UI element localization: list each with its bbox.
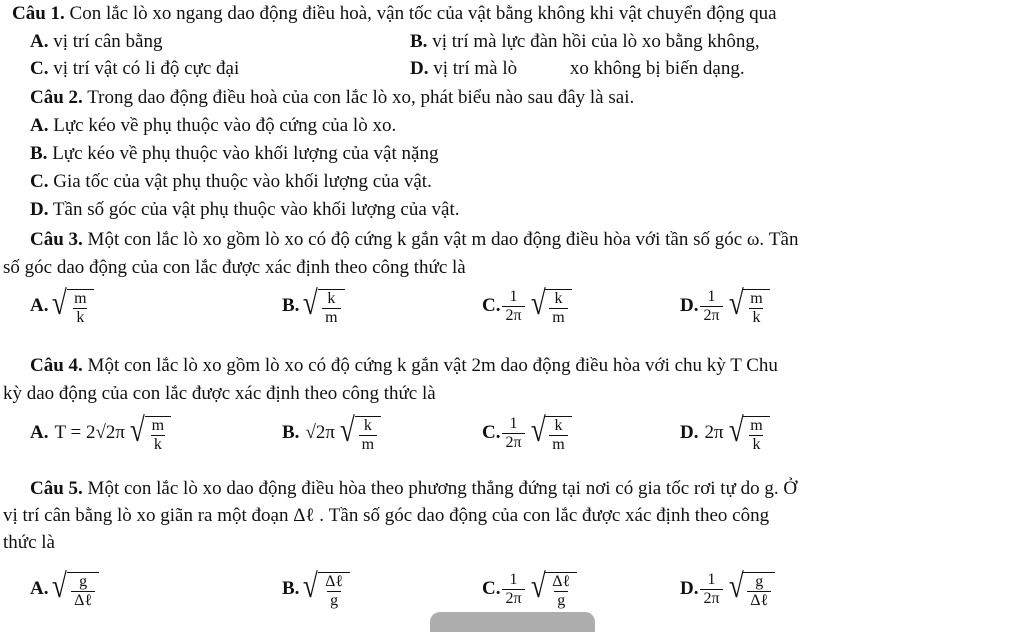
q3-a-label: A.: [30, 295, 49, 316]
q4-option-c[interactable]: [482, 412, 572, 454]
radical-symbol: [301, 285, 344, 327]
numerator: k: [554, 290, 563, 307]
denominator: k: [749, 308, 763, 327]
q5-c-label: C.: [482, 578, 501, 599]
q5-text-3: thức là: [3, 532, 55, 553]
numerator: m: [74, 290, 87, 307]
numerator: 1: [509, 570, 518, 588]
q1-d-text-1: vị trí mà lò: [433, 58, 518, 79]
q4-text-1: Một con lắc lò xo gồm lò xo có độ cứng k gắn vật 2m dao động điều hòa với chu kỳ T Chu: [87, 355, 778, 376]
numerator: Δℓ: [325, 573, 344, 590]
q2-text: Trong dao động điều hoà của con lắc lò xo, phát biểu nào sau đây là sai.: [87, 87, 635, 108]
fraction: [549, 417, 567, 454]
q1-c-label: C.: [30, 58, 49, 79]
numerator: 1: [707, 287, 716, 305]
radical-symbol: [128, 412, 171, 454]
q2-c-text: Gia tốc của vật phụ thuộc vào khối lượng của vật.: [53, 171, 432, 192]
q3-c-label: C.: [482, 295, 501, 316]
q4-d-label: D.: [680, 422, 699, 443]
fraction: [322, 290, 340, 327]
q2-d-text: Tần số góc của vật phụ thuộc vào khối lượng của vật.: [52, 199, 460, 220]
radical-symbol: [727, 285, 770, 327]
q3-title: Câu 3.: [30, 229, 83, 250]
numerator: k: [554, 417, 563, 434]
q2-option-d[interactable]: [30, 199, 459, 221]
q5-title: Câu 5.: [30, 478, 83, 499]
q2-stem: [30, 87, 634, 109]
q2-a-text: Lực kéo về phụ thuộc vào độ cứng của lò xo.: [53, 115, 397, 136]
q5-stem-line-2: [3, 505, 769, 527]
q2-title: Câu 2.: [30, 87, 83, 108]
radical-sign: √: [303, 285, 319, 322]
radical-symbol: [727, 568, 776, 610]
q1-d-text-2: xo không bị biến dạng.: [569, 58, 745, 79]
q1-option-c[interactable]: [30, 58, 239, 80]
q4-option-d[interactable]: [680, 412, 770, 454]
gray-overlay-shape: [430, 612, 595, 632]
q3-option-d[interactable]: [680, 285, 770, 327]
denominator: m: [549, 308, 567, 327]
radical-sign: √: [530, 285, 546, 322]
q3-stem-line-2: [3, 257, 466, 279]
denominator: m: [322, 308, 340, 327]
q3-option-b[interactable]: [282, 285, 345, 327]
q3-b-label: B.: [282, 295, 300, 316]
denominator: k: [749, 435, 763, 454]
q3-text-2: số góc dao động của con lắc được xác định theo công thức là: [3, 257, 466, 278]
radical-symbol: [727, 412, 770, 454]
q1-title: Câu 1.: [12, 3, 65, 24]
fraction: [747, 290, 765, 327]
q4-a-prefix: T = 2√2π: [54, 422, 125, 443]
radical-symbol: [301, 568, 350, 610]
q3-stem-line-1: [30, 229, 798, 251]
q2-d-label: D.: [30, 199, 49, 220]
denominator: 2π: [502, 589, 524, 608]
q3-option-a[interactable]: [30, 285, 94, 327]
radical-sign: √: [728, 412, 744, 449]
fraction: [71, 573, 95, 610]
q1-option-d[interactable]: [410, 58, 745, 80]
denominator: 2π: [700, 306, 722, 325]
denominator: k: [73, 308, 87, 327]
denominator: 2π: [502, 306, 524, 325]
q2-b-text: Lực kéo về phụ thuộc vào khối lượng của vật nặng: [52, 143, 439, 164]
q4-title: Câu 4.: [30, 355, 83, 376]
q1-option-b[interactable]: [410, 31, 760, 53]
fraction: [322, 573, 346, 610]
numerator: k: [327, 290, 336, 307]
denominator: 2π: [502, 433, 524, 452]
q2-option-a[interactable]: [30, 115, 396, 137]
radical-sign: √: [52, 568, 68, 605]
numerator: g: [755, 573, 764, 590]
radical-symbol: [529, 285, 572, 327]
fraction: [502, 415, 524, 452]
radical-symbol: [529, 412, 572, 454]
q4-stem-line-1: [30, 355, 778, 377]
denominator: m: [359, 435, 377, 454]
q3-option-c[interactable]: [482, 285, 572, 327]
numerator: 1: [509, 287, 518, 305]
fraction: [502, 571, 524, 608]
radical-sign: √: [728, 285, 744, 322]
denominator: 2π: [700, 589, 722, 608]
q5-option-a[interactable]: [30, 568, 99, 610]
radical-sign: √: [530, 412, 546, 449]
numerator: m: [750, 290, 763, 307]
q4-b-label: B.: [282, 422, 300, 443]
numerator: 1: [707, 570, 716, 588]
numerator: m: [750, 417, 763, 434]
q2-option-b[interactable]: [30, 143, 438, 165]
q3-text-1: Một con lắc lò xo gồm lò xo có độ cứng k gắn vật m dao động điều hòa với tần số góc ω. Tần: [87, 229, 799, 250]
radical-sign: √: [129, 412, 145, 449]
denominator: Δℓ: [747, 591, 771, 610]
q1-d-label: D.: [410, 58, 429, 79]
q2-b-label: B.: [30, 143, 48, 164]
q4-b-prefix: √2π: [305, 422, 335, 443]
fraction: [700, 571, 722, 608]
q4-d-prefix: 2π: [704, 422, 724, 443]
numerator: m: [151, 417, 165, 434]
fraction: [149, 417, 167, 454]
fraction: [747, 573, 771, 610]
q1-text: Con lắc lò xo ngang dao động điều hoà, vận tốc của vật bằng không khi vật chuyển động qua: [69, 3, 777, 24]
fraction: [502, 288, 524, 325]
q4-option-a[interactable]: [30, 412, 171, 454]
fraction: [549, 290, 567, 327]
q5-option-b[interactable]: [282, 568, 350, 610]
radical-sign: √: [530, 568, 546, 605]
q5-stem-line-3: [3, 532, 55, 554]
q5-text-1: Một con lắc lò xo dao động điều hòa theo phương thẳng đứng tại nơi có gia tốc rơi tự do g. Ở: [87, 478, 798, 499]
q4-stem-line-2: [3, 383, 436, 405]
q4-option-b[interactable]: [282, 412, 381, 454]
numerator: k: [363, 417, 372, 434]
radical-sign: √: [303, 568, 319, 605]
fraction: [359, 417, 377, 454]
q1-option-a[interactable]: [30, 31, 162, 53]
q5-d-label: D.: [680, 578, 699, 599]
numerator: g: [79, 573, 88, 590]
q1-a-label: A.: [30, 31, 49, 52]
q1-a-text: vị trí cân bằng: [53, 31, 163, 52]
q5-stem-line-1: [30, 478, 797, 500]
numerator: 1: [509, 414, 518, 432]
denominator: Δℓ: [71, 591, 95, 610]
radical-sign: √: [52, 285, 68, 322]
q2-c-label: C.: [30, 171, 49, 192]
q3-d-label: D.: [680, 295, 699, 316]
q2-option-c[interactable]: [30, 171, 432, 193]
radical-symbol: [50, 285, 93, 327]
denominator: k: [151, 435, 165, 454]
q5-option-d[interactable]: [680, 568, 775, 610]
radical-sign: √: [339, 412, 355, 449]
q1-stem: [12, 3, 777, 25]
q5-text-2: vị trí cân bằng lò xo giãn ra một đoạn Δℓ . Tần số góc dao động của con lắc được xác định theo công: [3, 505, 770, 526]
denominator: g: [554, 591, 568, 610]
q1-c-text: vị trí vật có li độ cực đại: [53, 58, 240, 79]
numerator: Δℓ: [552, 573, 571, 590]
radical-symbol: [50, 568, 99, 610]
q4-c-label: C.: [482, 422, 501, 443]
radical-symbol: [338, 412, 381, 454]
q1-b-text: vị trí mà lực đàn hồi của lò xo bằng không,: [432, 31, 760, 52]
q5-option-c[interactable]: [482, 568, 577, 610]
denominator: m: [549, 435, 567, 454]
radical-symbol: [529, 568, 578, 610]
fraction: [549, 573, 573, 610]
q4-text-2: kỳ dao động của con lắc được xác định theo công thức là: [3, 383, 436, 404]
q5-b-label: B.: [282, 578, 300, 599]
fraction: [700, 288, 722, 325]
denominator: g: [327, 591, 341, 610]
radical-sign: √: [728, 568, 744, 605]
q5-a-label: A.: [30, 578, 49, 599]
fraction: [747, 417, 765, 454]
q2-a-label: A.: [30, 115, 49, 136]
fraction: [71, 290, 89, 327]
q1-b-label: B.: [410, 31, 428, 52]
q4-a-label: A.: [30, 422, 49, 443]
